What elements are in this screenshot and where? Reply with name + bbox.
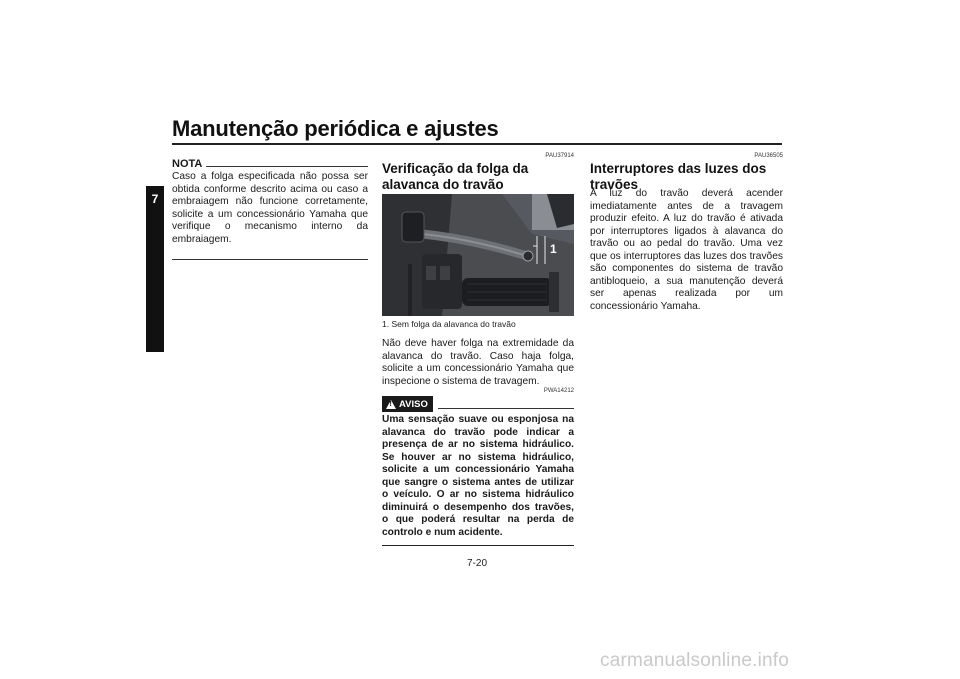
warning-header-rule <box>438 408 574 409</box>
section-code: PAU37914 <box>545 153 574 159</box>
section-title-brake-light-switches: Interruptores das luzes dos travões <box>590 161 767 192</box>
note-header <box>172 157 368 171</box>
warning-end-rule <box>382 545 574 546</box>
warning-code: PWA14212 <box>543 388 574 394</box>
section-title-brake-lever: Verificação da folga da alavanca do travão <box>382 161 529 192</box>
warning-text: Uma sensação suave ou esponjosa na alavanca do travão pode indicar a presença de ar no sistema hidráulico. Se houver ar no sistema hidráulico, solicite a um concessionário Yamaha que sangre o sistema antes de utilizar o veículo. O ar no sistema hidráulico diminuirá o desempenho dos travões, o que poderá resultar na perda de controlo e num acidente. <box>382 414 574 538</box>
brake-lever-illustration <box>382 194 574 316</box>
note-label: NOTA <box>172 158 203 170</box>
chapter-tab <box>146 186 164 352</box>
brake-lever-photo <box>382 194 574 316</box>
watermark: carmanualsonline.info <box>600 650 790 671</box>
brake-lever-text: Não deve haver folga na extremidade da alavanca do travão. Caso haja folga, solicite a um concessionário Yamaha que inspecione o sistema de travagem. <box>382 338 574 387</box>
title-rule <box>172 143 782 145</box>
callout-number-1: 1 <box>550 242 557 256</box>
warning-header <box>382 396 574 412</box>
warning-label: AVISO <box>399 398 428 410</box>
note-text: Caso a folga especificada não possa ser obtida conforme descrito acima ou caso a embraiagem não funcione corretamente, solicite a um concessionário Yamaha que verifique o mecanismo interno da embraiagem. <box>172 171 368 245</box>
chapter-number: 7 <box>151 192 159 206</box>
photo-caption: 1. Sem folga da alavanca do travão <box>382 319 516 329</box>
brake-light-switches-text: A luz do travão deverá acender imediatamente antes de a travagem produzir efeito. A luz do travão é ativada por interruptores ligados à alavanca do travão ou ao pedal do travão. Uma vez que os interruptores das luzes dos travões são componentes do sistema de travão antibloqueio, a sua manutenção deverá ser apenas realizada por um concessionário Yamaha. <box>590 188 783 312</box>
section-code-switches: PAU36505 <box>754 153 783 159</box>
warning-badge <box>382 396 433 412</box>
note-end-rule <box>172 259 368 260</box>
note-header-rule <box>206 166 368 167</box>
page-title: Manutenção periódica e ajustes <box>172 116 499 141</box>
page-number: 7-20 <box>467 558 488 569</box>
warning-triangle-icon <box>386 400 396 409</box>
